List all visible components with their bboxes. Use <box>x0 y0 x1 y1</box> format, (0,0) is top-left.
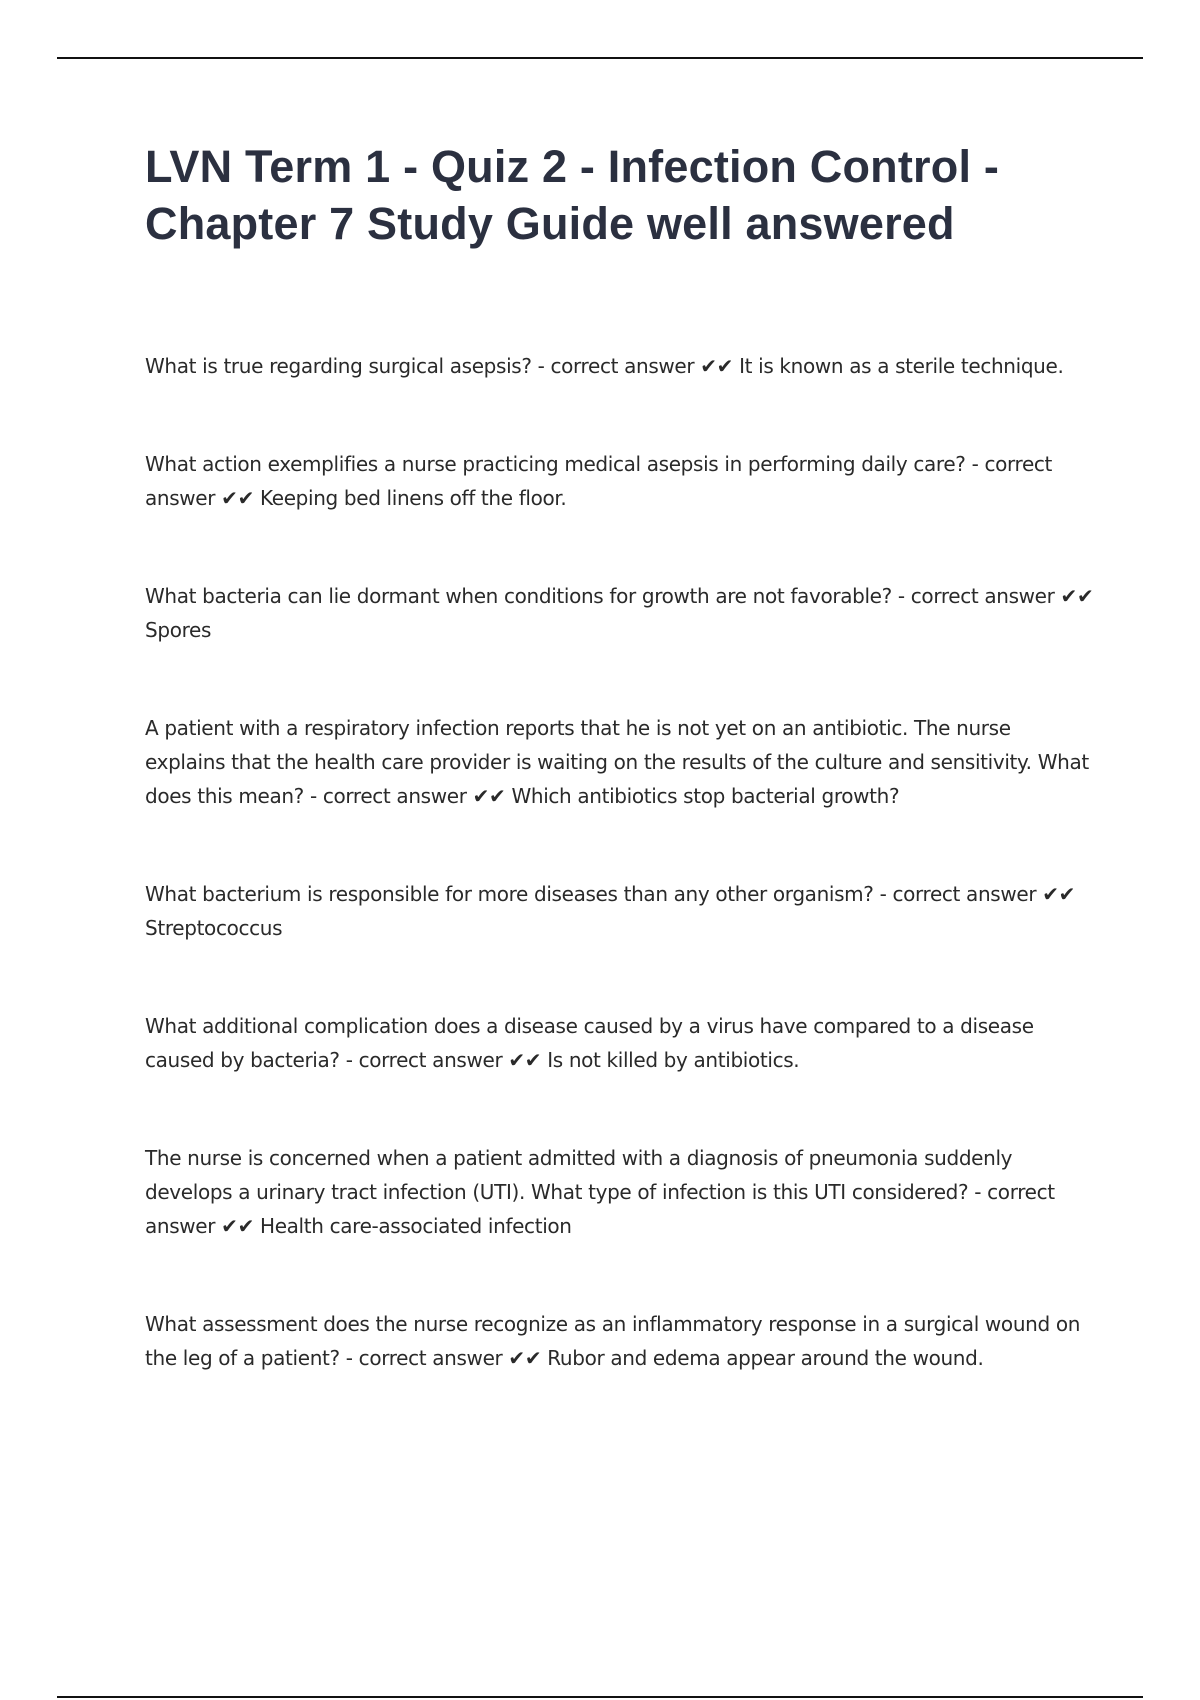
qa-item <box>145 711 1095 813</box>
check-icon: ✔✔ <box>508 1048 542 1072</box>
answer-label: - correct answer <box>537 354 695 378</box>
check-icon: ✔✔ <box>1042 882 1076 906</box>
check-icon: ✔✔ <box>221 486 254 510</box>
answer-text: Spores <box>145 618 212 642</box>
question-text: What bacteria can lie dormant when conditions for growth are not favorable? <box>145 584 892 608</box>
qa-item <box>145 579 1095 647</box>
answer-label: - correct answer <box>345 1346 503 1370</box>
answer-label: - correct answer <box>879 882 1037 906</box>
question-text: The nurse is concerned when a patient admitted with a diagnosis of pneumonia suddenly develops a urinary tract infection (UTI). What type of infection is this UTI considered? <box>145 1146 1013 1204</box>
qa-item <box>145 877 1095 945</box>
answer-label: - correct answer <box>309 784 467 808</box>
footer-rule <box>57 1696 1143 1698</box>
answer-label: - correct answer <box>145 1180 1055 1238</box>
answer-text: It is known as a sterile technique. <box>739 354 1064 378</box>
answer-text: Is not killed by antibiotics. <box>547 1048 800 1072</box>
answer-label: - correct answer <box>145 452 1053 510</box>
qa-list <box>145 349 1095 1375</box>
answer-label: - correct answer <box>897 584 1055 608</box>
qa-item <box>145 349 1095 383</box>
check-icon: ✔✔ <box>472 784 506 808</box>
question-text: What additional complication does a disease caused by a virus have compared to a disease caused by bacteria? <box>145 1014 1034 1072</box>
question-text: What bacterium is responsible for more diseases than any other organism? <box>145 882 874 906</box>
header-rule <box>57 57 1143 59</box>
qa-item <box>145 1307 1095 1375</box>
answer-label: - correct answer <box>345 1048 503 1072</box>
qa-item <box>145 447 1095 515</box>
answer-text: Which antibiotics stop bacterial growth? <box>511 784 900 808</box>
question-text: What is true regarding surgical asepsis? <box>145 354 532 378</box>
check-icon: ✔✔ <box>700 354 734 378</box>
qa-item <box>145 1009 1095 1077</box>
check-icon: ✔✔ <box>221 1214 254 1238</box>
answer-text: Health care-associated infection <box>260 1214 572 1238</box>
document-title: LVN Term 1 - Quiz 2 - Infection Control - Chapter 7 Study Guide well answered <box>145 141 1000 249</box>
qa-item <box>145 1141 1095 1243</box>
check-icon: ✔✔ <box>1060 584 1094 608</box>
answer-text: Rubor and edema appear around the wound. <box>547 1346 984 1370</box>
check-icon: ✔✔ <box>508 1346 542 1370</box>
question-text: What action exemplifies a nurse practicing medical asepsis in performing daily care? <box>145 452 966 476</box>
document-body <box>145 138 1095 1439</box>
question-text: What assessment does the nurse recognize as an inflammatory response in a surgical wound on the leg of a patient? <box>145 1312 1081 1370</box>
answer-text: Keeping bed linens off the floor. <box>260 486 567 510</box>
question-text: A patient with a respiratory infection reports that he is not yet on an antibiotic. The nurse explains that the health care provider is waiting on the results of the culture and sensitivity. What does this mean? <box>145 716 1089 808</box>
answer-text: Streptococcus <box>145 916 283 940</box>
